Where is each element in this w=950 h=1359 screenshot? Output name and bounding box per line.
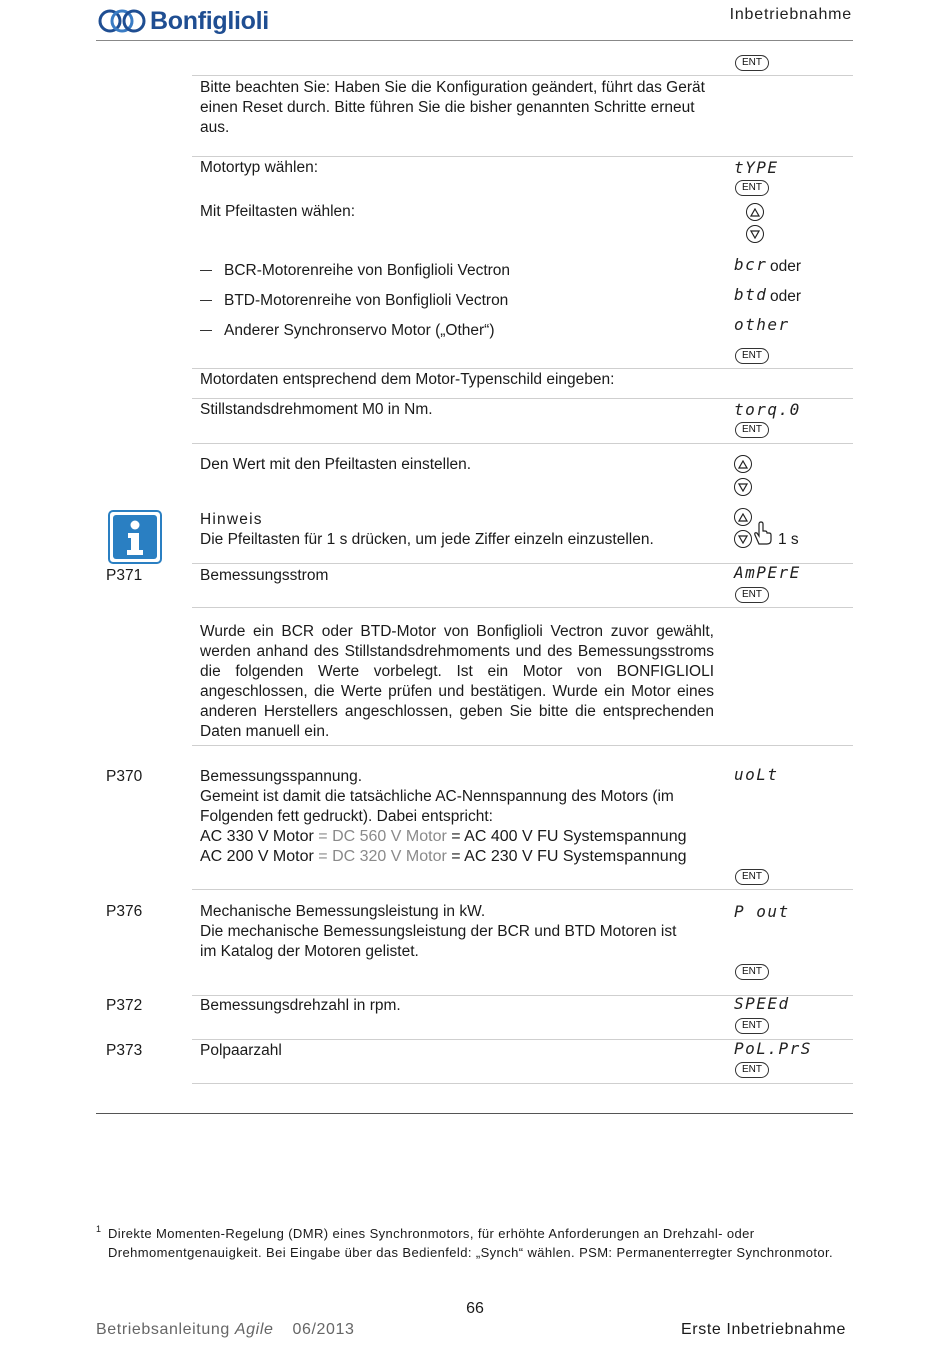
lcd-speed: SPEEd [734,994,790,1013]
param-code: P376 [106,903,143,920]
arrow-up-icon [734,455,752,473]
ent-key: ENT [735,348,769,364]
option-oder: oder [770,258,802,275]
lcd-bcr: bcr [734,255,768,274]
dc-motor-voltage: DC 320 V Motor [332,848,447,865]
page-number: 66 [466,1300,484,1317]
option-btd: BTD-Motorenreihe von Bonfiglioli Vectron [224,292,509,309]
motordaten-label: Motordaten entsprechend dem Motor-Typenschild eingeben: [200,371,615,388]
footnote [96,1224,836,1262]
lcd-btd: btd [734,285,768,304]
dc-motor-voltage: DC 560 V Motor [332,828,447,845]
row-divider [192,443,853,444]
stillstand-label: Stillstandsdrehmoment M0 in Nm. [200,401,433,418]
info-icon [108,510,162,564]
ent-key: ENT [735,1018,769,1034]
equals-sign: = [451,828,461,845]
arrow-up-icon [746,203,764,221]
footer-doc-date: 06/2013 [292,1321,355,1338]
arrow-down-icon [746,225,764,243]
ent-key: ENT [735,964,769,980]
param-description: Gemeint ist damit die tatsächliche AC-Nennspannung des Motors (im [200,788,674,805]
param-label: Bemessungsspannung. [200,768,363,785]
row-divider [192,368,853,369]
ent-key: ENT [735,869,769,885]
ac-motor-voltage: AC 200 V Motor [200,848,314,865]
reset-note: Bitte beachten Sie: Haben Sie die Konfiguration geändert, führt das Gerät einen Reset durch. Bitte führen Sie die bisher genannten Schritte erneut aus. [200,79,705,136]
equals-sign: = [451,848,461,865]
hinweis-text: Die Pfeiltasten für 1 s drücken, um jede Ziffer einzeln einzustellen. [200,531,654,548]
motortyp-label: Motortyp wählen: [200,159,319,176]
lcd-polprs: PoL.PrS [734,1039,812,1058]
wert-einstellen-label: Den Wert mit den Pfeiltasten einstellen. [200,456,472,473]
ent-key: ENT [735,1062,769,1078]
lcd-torq: torq.0 [734,400,801,419]
logo-text: Bonfiglioli [150,6,269,35]
ac-motor-voltage: AC 330 V Motor [200,828,314,845]
lcd-volt: uoLt [734,765,779,784]
param-description: Die mechanische Bemessungsleistung der BCR und BTD Motoren ist [200,923,677,940]
hinweis-duration: 1 s [778,531,799,548]
footer-chapter: Erste Inbetriebnahme [681,1321,846,1338]
row-divider [192,607,853,608]
fu-system-voltage: AC 230 V FU Systemspannung [464,848,687,865]
row-divider [192,75,853,76]
param-label: Polpaarzahl [200,1042,282,1059]
param-description: Folgenden fett gedruckt). Dabei entspricht: [200,808,493,825]
voltage-equivalence-200 [200,847,687,867]
equals-sign: = [318,848,328,865]
lcd-type: tYPE [734,158,779,177]
lcd-ampere: AmPErE [734,563,801,582]
list-dash [200,300,212,301]
arrow-up-icon [734,508,752,526]
option-bcr: BCR-Motorenreihe von Bonfiglioli Vectron [224,262,511,279]
ent-key: ENT [735,180,769,196]
ent-key: ENT [735,587,769,603]
footer-doc-name: Agile [234,1321,274,1338]
row-divider [192,156,853,157]
param-code: P372 [106,997,143,1014]
footer-doc-prefix: Betriebsanleitung [96,1321,230,1338]
footnote-mark: 1 [96,1224,102,1234]
bonfiglioli-emblem-icon [98,6,146,36]
footer-doc-title [96,1321,355,1339]
param-code: P373 [106,1042,143,1059]
voltage-equivalence-330 [200,827,687,847]
ent-key: ENT [735,55,769,71]
row-divider [192,745,853,746]
row-divider [192,398,853,399]
list-dash [200,330,212,331]
row-divider [192,889,853,890]
param-label: Bemessungsstrom [200,567,329,584]
option-other: Anderer Synchronservo Motor („Other“) [224,322,495,339]
pfeiltasten-label: Mit Pfeiltasten wählen: [200,203,356,220]
footnote-text: Direkte Momenten-Regelung (DMR) eines Synchronmotors, für erhöhte Anforderungen an Drehzahl- oder Drehmomentgenauigkeit. Bei Eingabe über das Bedienfeld: „Synch“ wählen. PSM: Permanenterregter Synchronmotor. [108,1226,834,1260]
header-section-title: Inbetriebnahme [729,6,852,23]
hinweis-title: Hinweis [200,511,263,528]
header-rule [96,40,853,41]
row-divider [192,1083,853,1084]
equals-sign: = [318,828,328,845]
param-code: P370 [106,768,143,785]
ent-key: ENT [735,422,769,438]
bcr-note: Wurde ein BCR oder BTD-Motor von Bonfiglioli Vectron zuvor gewählt, werden anhand des Stillstandsdrehmoments und des Bemessungsstroms die folgenden Werte vorbelegt. Ist ein Motor von BONFIGLIOLI angeschlossen, die Werte prüfen und bestätigen. Wurde ein Motor eines anderen Herstellers angeschlossen, geben Sie bitte die entsprechenden Daten manuell ein. [200,623,714,740]
logo [98,4,298,38]
arrow-down-icon [734,530,752,548]
param-description: im Katalog der Motoren gelistet. [200,943,419,960]
section-rule [96,1113,853,1114]
hand-press-icon [752,520,774,546]
lcd-other: other [734,315,790,334]
list-dash [200,270,212,271]
fu-system-voltage: AC 400 V FU Systemspannung [464,828,687,845]
lcd-pout: P out [734,902,790,921]
option-oder: oder [770,288,802,305]
param-code: P371 [106,567,143,584]
param-label: Bemessungsdrehzahl in rpm. [200,997,401,1014]
param-label: Mechanische Bemessungsleistung in kW. [200,903,486,920]
arrow-down-icon [734,478,752,496]
